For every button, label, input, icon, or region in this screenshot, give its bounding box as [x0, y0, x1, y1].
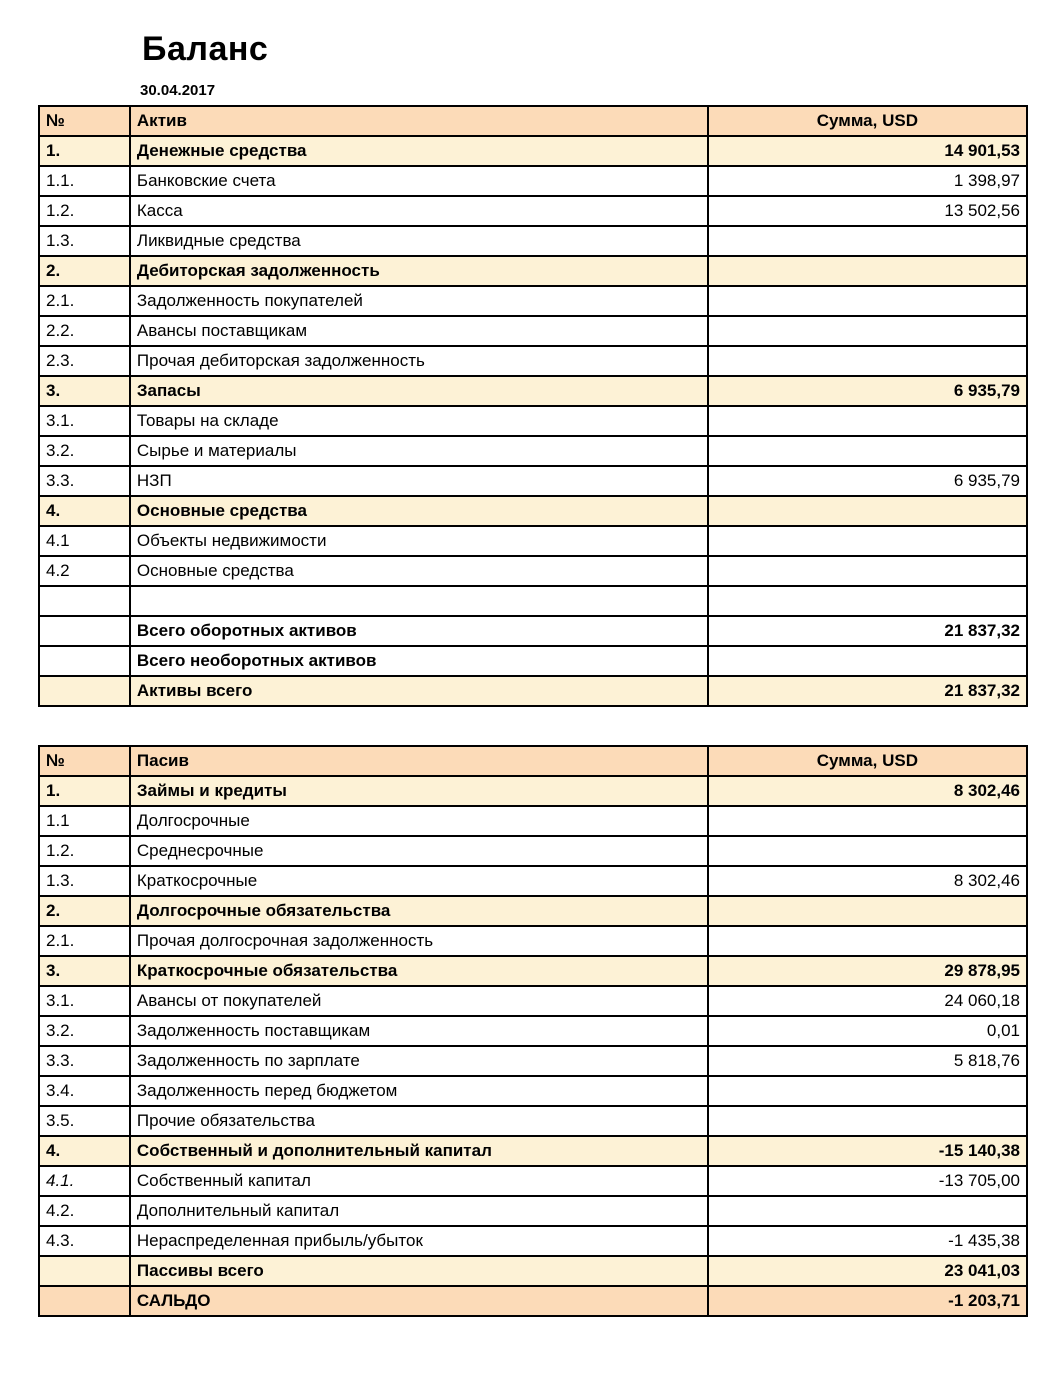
- cell-value: -13 705,00: [708, 1166, 1027, 1196]
- table-row: [39, 346, 1027, 376]
- cell-value: 8 302,46: [708, 866, 1027, 896]
- cell-value: 1 398,97: [708, 166, 1027, 196]
- cell-label: Запасы: [130, 376, 708, 406]
- cell-num: 1.1: [39, 806, 130, 836]
- cell-num: 3.3.: [39, 466, 130, 496]
- cell-label: Прочая долгосрочная задолженность: [130, 926, 708, 956]
- cell-label: Товары на складе: [130, 406, 708, 436]
- cell-value: 6 935,79: [708, 376, 1027, 406]
- cell-value: [708, 646, 1027, 676]
- cell-value: 6 935,79: [708, 466, 1027, 496]
- table-row: [39, 896, 1027, 926]
- cell-label: [130, 586, 708, 616]
- cell-label: Всего необоротных активов: [130, 646, 708, 676]
- cell-label: Собственный и дополнительный капитал: [130, 1136, 708, 1166]
- cell-label: Долгосрочные обязательства: [130, 896, 708, 926]
- table-row: [39, 196, 1027, 226]
- cell-num: 2.3.: [39, 346, 130, 376]
- cell-value: [708, 896, 1027, 926]
- table-row: [39, 136, 1027, 166]
- cell-num: [39, 586, 130, 616]
- cell-label: Всего оборотных активов: [130, 616, 708, 646]
- cell-label: Среднесрочные: [130, 836, 708, 866]
- table-row: [39, 1196, 1027, 1226]
- table-row: [39, 256, 1027, 286]
- cell-value: [708, 496, 1027, 526]
- table-row: [39, 586, 1027, 616]
- cell-value: 14 901,53: [708, 136, 1027, 166]
- cell-num: 4.1: [39, 526, 130, 556]
- cell-label: Авансы от покупателей: [130, 986, 708, 1016]
- cell-label: Прочие обязательства: [130, 1106, 708, 1136]
- cell-label: Основные средства: [130, 496, 708, 526]
- cell-label: Задолженность покупателей: [130, 286, 708, 316]
- cell-value: [708, 436, 1027, 466]
- table-row: [39, 1076, 1027, 1106]
- cell-label: Касса: [130, 196, 708, 226]
- table-row: [39, 406, 1027, 436]
- cell-num: [39, 1256, 130, 1286]
- cell-label: Собственный капитал: [130, 1166, 708, 1196]
- cell-value: [708, 1076, 1027, 1106]
- table-row: [39, 926, 1027, 956]
- cell-num: 4.1.: [39, 1166, 130, 1196]
- cell-num: 4.: [39, 496, 130, 526]
- cell-value: 24 060,18: [708, 986, 1027, 1016]
- table-row: [39, 286, 1027, 316]
- assets-header-row: [39, 106, 1027, 136]
- table-row: [39, 1016, 1027, 1046]
- cell-value: 8 302,46: [708, 776, 1027, 806]
- cell-value: [708, 586, 1027, 616]
- cell-value: -15 140,38: [708, 1136, 1027, 1166]
- cell-num: 2.2.: [39, 316, 130, 346]
- column-header-asset: Актив: [130, 106, 708, 136]
- cell-num: 3.5.: [39, 1106, 130, 1136]
- table-row: [39, 226, 1027, 256]
- cell-label: Краткосрочные: [130, 866, 708, 896]
- cell-value: 13 502,56: [708, 196, 1027, 226]
- table-row: [39, 836, 1027, 866]
- cell-label: Краткосрочные обязательства: [130, 956, 708, 986]
- table-row: [39, 316, 1027, 346]
- table-row: [39, 496, 1027, 526]
- cell-value: 21 837,32: [708, 616, 1027, 646]
- cell-label: Задолженность перед бюджетом: [130, 1076, 708, 1106]
- cell-label: Долгосрочные: [130, 806, 708, 836]
- cell-num: 2.1.: [39, 926, 130, 956]
- cell-label: Объекты недвижимости: [130, 526, 708, 556]
- cell-label: Ликвидные средства: [130, 226, 708, 256]
- cell-num: 2.1.: [39, 286, 130, 316]
- cell-value: [708, 226, 1027, 256]
- table-row: [39, 1286, 1027, 1316]
- cell-value: [708, 1196, 1027, 1226]
- table-row: [39, 866, 1027, 896]
- cell-num: [39, 646, 130, 676]
- table-row: [39, 1136, 1027, 1166]
- cell-label: Прочая дебиторская задолженность: [130, 346, 708, 376]
- cell-label: Займы и кредиты: [130, 776, 708, 806]
- cell-value: [708, 256, 1027, 286]
- column-header-sum-usd: Сумма, USD: [708, 746, 1027, 776]
- cell-num: 2.: [39, 256, 130, 286]
- cell-num: 3.: [39, 376, 130, 406]
- cell-label: Дополнительный капитал: [130, 1196, 708, 1226]
- cell-label: Нераспределенная прибыль/убыток: [130, 1226, 708, 1256]
- column-header-num: №: [39, 106, 130, 136]
- table-row: [39, 1226, 1027, 1256]
- cell-num: 1.: [39, 136, 130, 166]
- cell-value: -1 435,38: [708, 1226, 1027, 1256]
- cell-value: -1 203,71: [708, 1286, 1027, 1316]
- cell-num: 3.3.: [39, 1046, 130, 1076]
- cell-label: Дебиторская задолженность: [130, 256, 708, 286]
- table-row: [39, 776, 1027, 806]
- table-row: [39, 556, 1027, 586]
- cell-value: [708, 836, 1027, 866]
- cell-num: 1.1.: [39, 166, 130, 196]
- cell-label: Задолженность по зарплате: [130, 1046, 708, 1076]
- assets-table-body: [39, 136, 1027, 706]
- cell-value: [708, 556, 1027, 586]
- cell-label: САЛЬДО: [130, 1286, 708, 1316]
- cell-num: 3.1.: [39, 406, 130, 436]
- table-row: [39, 166, 1027, 196]
- table-row: [39, 806, 1027, 836]
- assets-table: [38, 105, 1028, 707]
- cell-label: Денежные средства: [130, 136, 708, 166]
- cell-num: 2.: [39, 896, 130, 926]
- cell-num: 1.3.: [39, 226, 130, 256]
- cell-num: 1.: [39, 776, 130, 806]
- cell-num: 4.3.: [39, 1226, 130, 1256]
- cell-value: [708, 406, 1027, 436]
- table-row: [39, 676, 1027, 706]
- cell-label: Авансы поставщикам: [130, 316, 708, 346]
- cell-value: 23 041,03: [708, 1256, 1027, 1286]
- table-row: [39, 1256, 1027, 1286]
- table-row: [39, 616, 1027, 646]
- cell-label: Основные средства: [130, 556, 708, 586]
- cell-num: 1.2.: [39, 196, 130, 226]
- cell-value: [708, 316, 1027, 346]
- cell-value: 0,01: [708, 1016, 1027, 1046]
- table-row: [39, 1046, 1027, 1076]
- column-header-num: №: [39, 746, 130, 776]
- table-row: [39, 1166, 1027, 1196]
- cell-label: НЗП: [130, 466, 708, 496]
- table-row: [39, 956, 1027, 986]
- liabilities-table: [38, 745, 1028, 1317]
- cell-value: [708, 926, 1027, 956]
- table-row: [39, 1106, 1027, 1136]
- cell-num: 4.: [39, 1136, 130, 1166]
- page-title: Баланс: [142, 30, 269, 68]
- cell-label: Банковские счета: [130, 166, 708, 196]
- cell-value: [708, 526, 1027, 556]
- cell-num: [39, 1286, 130, 1316]
- cell-num: 3.1.: [39, 986, 130, 1016]
- cell-num: [39, 676, 130, 706]
- report-date: 30.04.2017: [140, 82, 216, 99]
- liabilities-header-row: [39, 746, 1027, 776]
- cell-value: 29 878,95: [708, 956, 1027, 986]
- cell-num: 3.4.: [39, 1076, 130, 1106]
- cell-num: 1.2.: [39, 836, 130, 866]
- table-row: [39, 526, 1027, 556]
- table-row: [39, 466, 1027, 496]
- column-header-sum-usd: Сумма, USD: [708, 106, 1027, 136]
- cell-label: Сырье и материалы: [130, 436, 708, 466]
- cell-label: Активы всего: [130, 676, 708, 706]
- cell-value: 5 818,76: [708, 1046, 1027, 1076]
- cell-num: [39, 616, 130, 646]
- cell-value: [708, 346, 1027, 376]
- column-header-liability: Пасив: [130, 746, 708, 776]
- cell-label: Задолженность поставщикам: [130, 1016, 708, 1046]
- cell-num: 3.2.: [39, 436, 130, 466]
- cell-num: 3.2.: [39, 1016, 130, 1046]
- cell-label: Пассивы всего: [130, 1256, 708, 1286]
- cell-num: 1.3.: [39, 866, 130, 896]
- cell-num: 4.2.: [39, 1196, 130, 1226]
- cell-value: 21 837,32: [708, 676, 1027, 706]
- cell-value: [708, 1106, 1027, 1136]
- table-row: [39, 436, 1027, 466]
- cell-value: [708, 286, 1027, 316]
- table-row: [39, 986, 1027, 1016]
- cell-value: [708, 806, 1027, 836]
- liabilities-table-body: [39, 776, 1027, 1316]
- cell-num: 4.2: [39, 556, 130, 586]
- table-row: [39, 646, 1027, 676]
- table-row: [39, 376, 1027, 406]
- cell-num: 3.: [39, 956, 130, 986]
